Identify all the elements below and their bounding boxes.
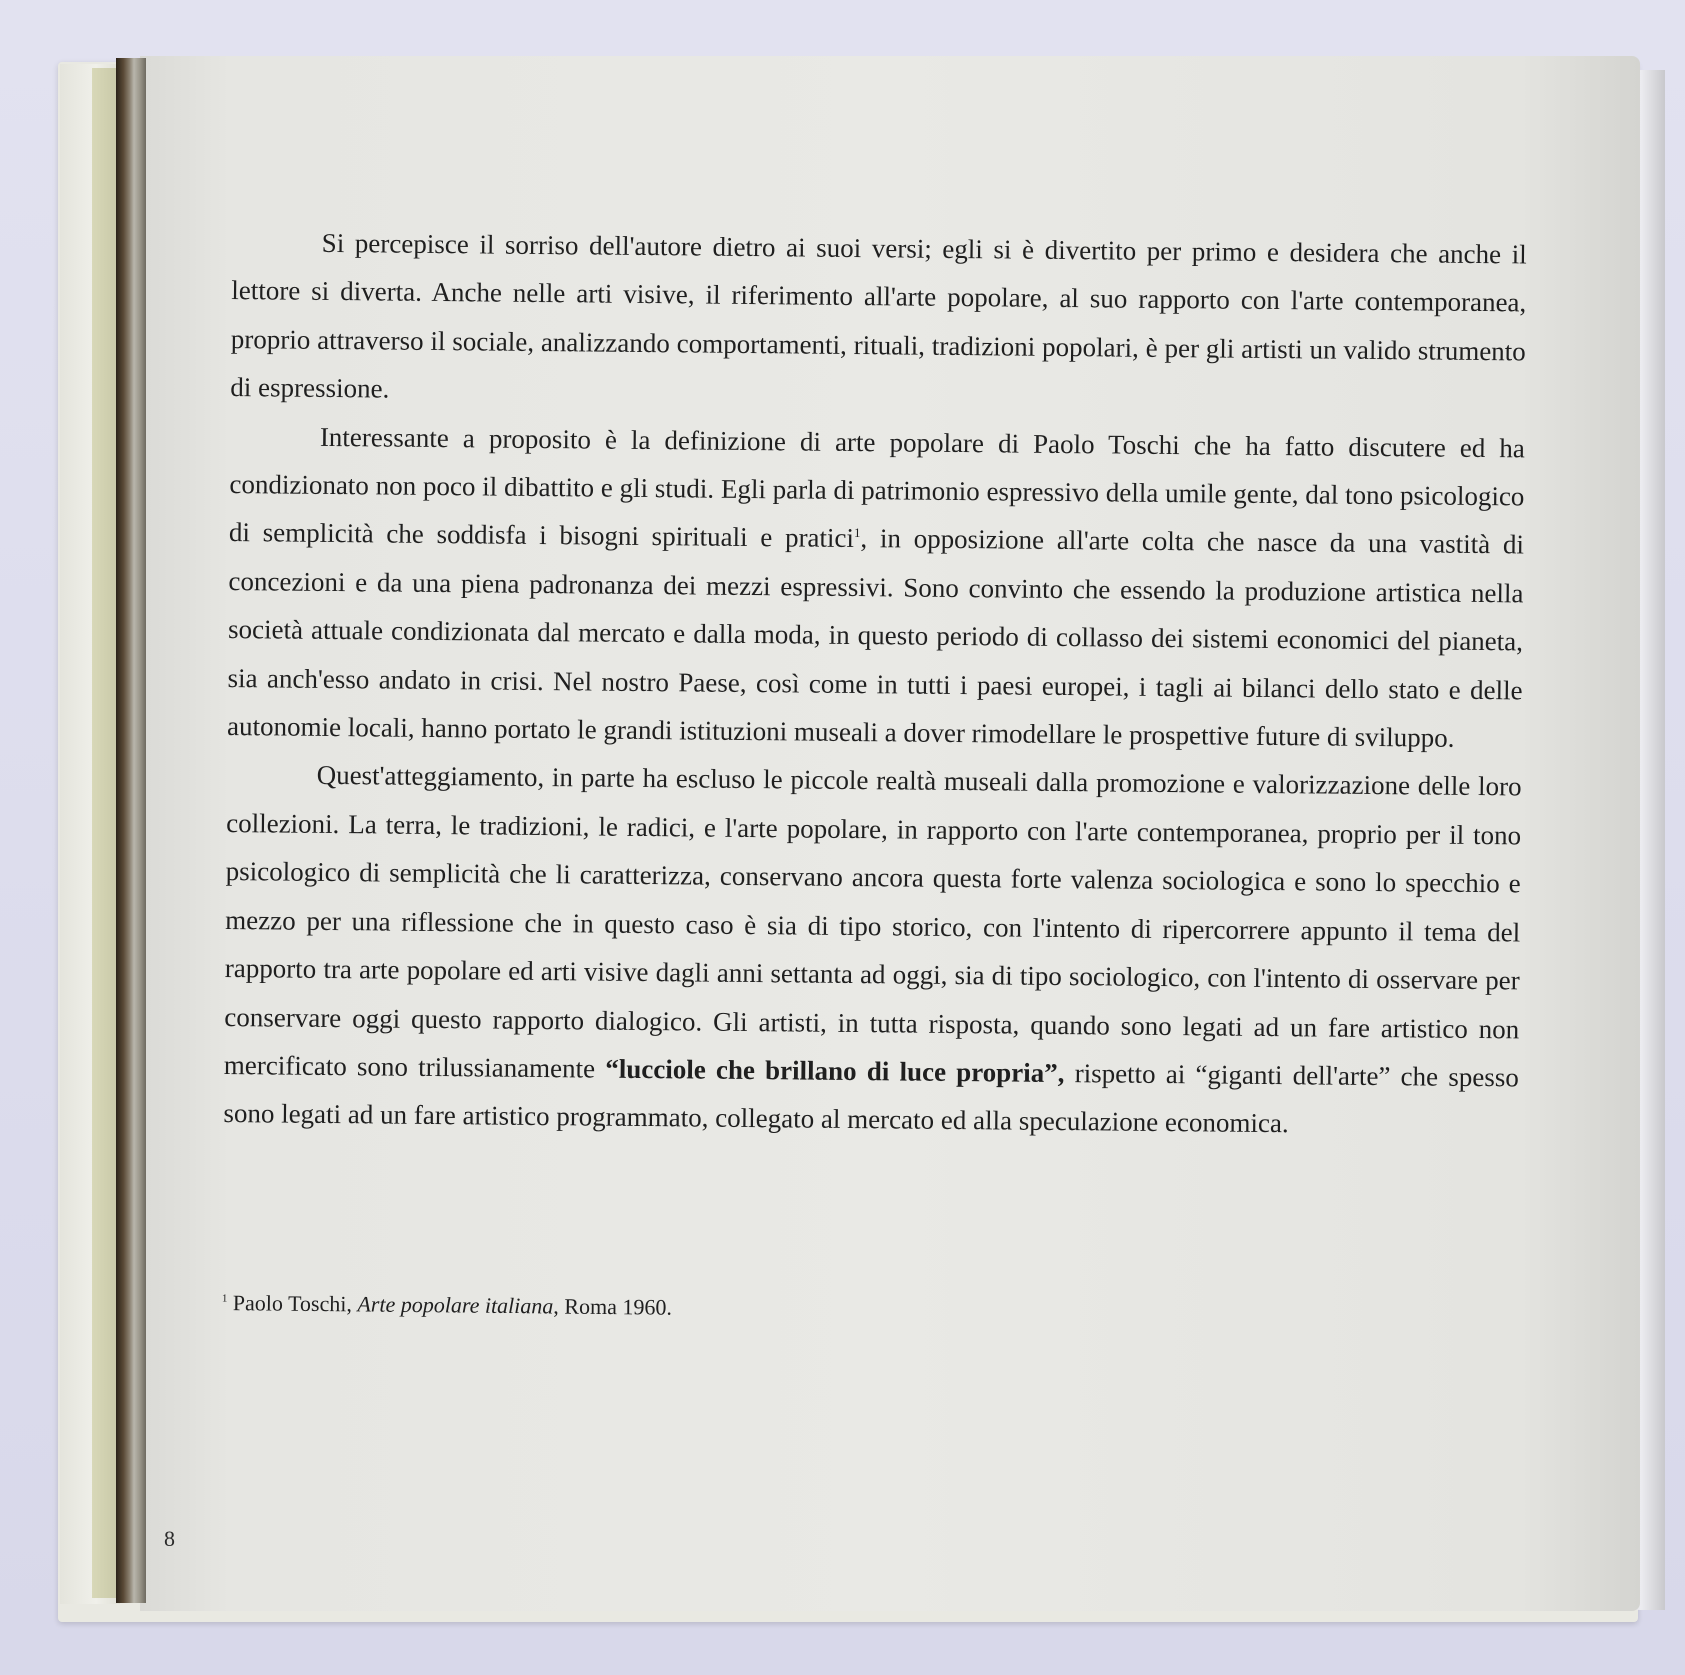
paragraph-3-part-b: rispetto ai “giganti dell'arte” che spesso sono legati ad un fare artistico programmato, collegato al mercato ed alla speculazione economica. [223, 1057, 1519, 1139]
spine-band [92, 68, 118, 1598]
body-text [223, 218, 1527, 1150]
paragraph-1: Si percepisce il sorriso dell'autore dietro ai suoi versi; egli si è divertito per primo e desidera che anche il lettore si diverta. Anche nelle arti visive, il riferimento all'arte popolare, al suo rapporto con l'arte contemporanea, proprio attraverso il sociale, analizzando comportamenti, rituali, tradizioni popolari, è per gli artisti un valido strumento di espressione. [230, 227, 1527, 404]
quote-emphasis: “lucciole che brillano di luce propria”, [605, 1053, 1065, 1088]
paragraph-3 [223, 750, 1522, 1150]
page-gutter-shadow [116, 58, 146, 1603]
footnote-author: Paolo Toschi, [227, 1290, 358, 1317]
footnote [222, 1290, 672, 1321]
paragraph-2 [227, 412, 1525, 763]
paragraph-2-part-a: Interessante a proposito è la definizione di arte popolare di Paolo Toschi che ha fatto discutere ed ha condizionato non poco il dibattito e gli studi. Egli parla di patrimonio espressivo della umile gente, dal tono psicologico di semplicità che soddisfa i bisogni spirituali e pratici [228, 421, 1525, 554]
footnote-rest: , Roma 1960. [553, 1293, 673, 1320]
paragraph-2-part-b: , in opposizione all'arte colta che nasce da una vastità di concezioni e da una piena padronanza dei mezzi espressivi. Sono convinto che essendo la produzione artistica nella società attuale condizionata dal mercato e dalla moda, in questo periodo di collasso dei sistemi economici del pianeta, sia anch'esso andato in crisi. Nel nostro Paese, così come in tutti i paesi europei, i tagli ai bilanci dello stato e delle autonomie locali, hanno portato le grandi istituzioni museali a dover rimodellare le prospettive future di sviluppo. [226, 523, 1525, 753]
footnote-reference: 1 [853, 525, 861, 541]
footnote-title: Arte popolare italiana [357, 1291, 554, 1319]
footnote-marker: 1 [221, 1292, 228, 1305]
paragraph-3-part-a: Quest'atteggiamento, in parte ha escluso le piccole realtà museali dalla promozione e valorizzazione delle loro collezioni. La terra, le tradizioni, le radici, e l'arte popolare, in rapporto con l'arte contemporanea, proprio per il tono psicologico di semplicità che li caratterizza, conservano ancora questa forte valenza sociologica e sono lo specchio e mezzo per una riflessione che in questo caso è sia di tipo storico, con l'intento di ripercorrere appunto il tema del rapporto tra arte popolare ed arti visive dagli anni settanta ad oggi, sia di tipo sociologico, con l'intento di osservare per conservare oggi questo rapporto dialogico. Gli artisti, in tutta risposta, quando sono legati ad un fare artistico non mercificato sono trilussianamente [223, 760, 1522, 1084]
page-number: 8 [164, 1526, 175, 1551]
